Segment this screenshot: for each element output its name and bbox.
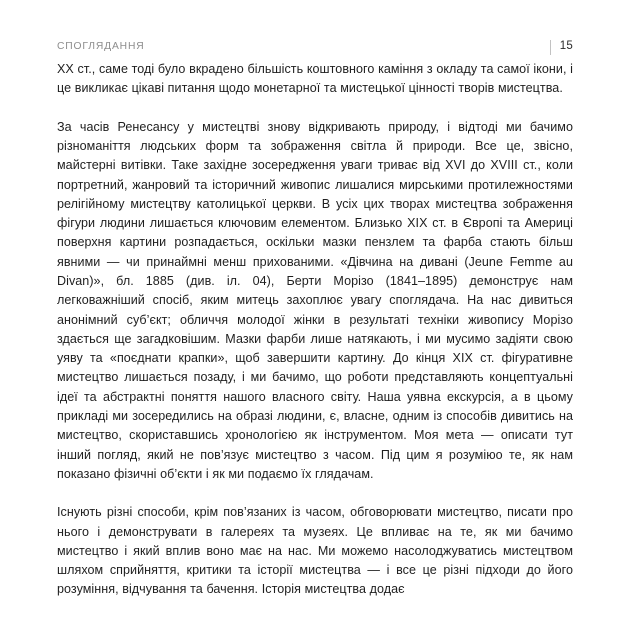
paragraph: Існують різні способи, крім пов’язаних із часом, обговорювати мистецтво, писати про нього і демонструвати в галереях та музеях. Це впливає на те, як ми бачимо мистецтво і який вплив воно має на нас. Ми можемо насолоджуватись мистецтвом шляхом сприйняття, критики та історії мистецтва — і все це різні підходи до його розуміння, відчування та бачення. Історія мистецтва додає (57, 505, 573, 597)
folio-divider-rule (550, 40, 551, 55)
paragraph: XX ст., саме тоді було вкрадено більшість коштовного каміння з окладу та самої ікони, і це викликає цікаві питання щодо монетарної та мистецької цінності творів мистецтва. (57, 62, 573, 96)
running-header (57, 38, 573, 56)
paragraph: За часів Ренесансу у мистецтві знову відкривають природу, і відтоді ми бачимо різноманіття людських форм та зображення світла й природи. Все це, звісно, майстерні витівки. Таке західне зосередження уваги триває від XVI до XVIII ст., коли портретний, жанровий та історичний живопис лишалися мирськими протилежностями релігійному мистецтву католицької церкви. В усіх цих творах мистецтва зображення фігури людини лишається ключовим елементом. Близько XIX ст. в Європі та Америці поверхня картини розпадається, оскільки мазки пензлем та фарба стають більш явними — чи принаймні менш прихованими. «Дівчина на дивані (Jeune Femme au Divan)», бл. 1885 (див. іл. 04), Берти Морізо (1841–1895) демонструє нам легковажніший спосіб, яким митець захоплює увагу споглядача. На нас дивиться анонімний суб’єкт; обличчя молодої жінки в результаті техніки живопису Морізо здається ще загадковішим. Мазки фарби лише натякають, і ми мусимо задіяти свою уяву та «поєднати крапки», щоб завершити картину. До кінця XIX ст. фігуративне мистецтво лишається позаду, і ми бачимо, що роботи представляють концептуальні ідеї та абстрактні поняття нашого власного світу. Наша уявна екскурсія, а в цьому прикладі ми зосередились на образі людини, є, власне, одним із способів дивитись на мистецтво, скориставшись хронологією як інструментом. Моя мета — описати тут інший погляд, який не пов’язує мистецтво з часом. Під цим я розуміюо те, як нам показано фізичні об’єкти і як ми подаємо їх глядачам. (57, 119, 573, 481)
page-folio (550, 40, 573, 55)
page-number: 15 (559, 40, 573, 53)
body-text-column (57, 60, 573, 600)
running-head-title: СПОГЛЯДАННЯ (57, 40, 145, 52)
